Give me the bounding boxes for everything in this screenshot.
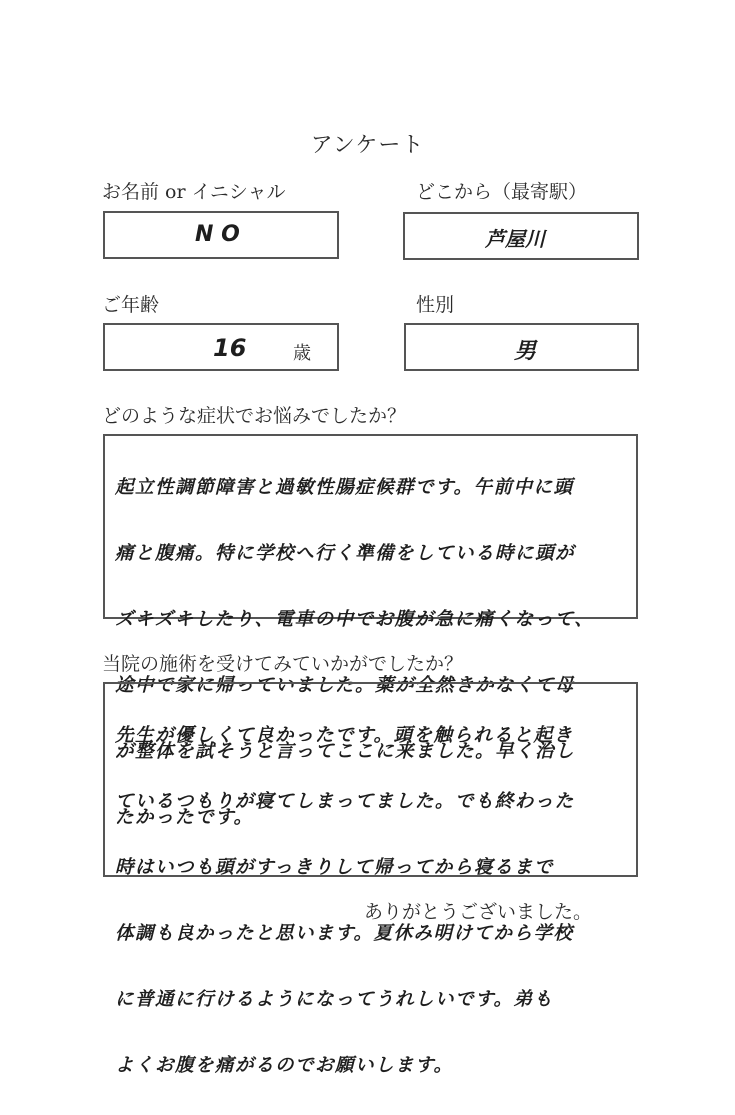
age-suffix: 歳 (293, 343, 311, 364)
survey-title: アンケート (310, 133, 425, 158)
answer-line: 途中で家に帰っていました。薬が全然きかなくて母 (115, 675, 576, 696)
answer-line: 時はいつも頭がすっきりして帰ってから寝るまで (115, 857, 554, 878)
answer-line: 体調も良かったと思います。夏休み明けてから学校 (115, 923, 574, 944)
sex-field[interactable] (404, 323, 639, 371)
station-field[interactable] (403, 212, 639, 260)
answer-line: が整体を試そうと言ってここに来ました。早く治し (115, 741, 576, 762)
answer-line: たかったです。 (115, 807, 254, 828)
age-value: 16 (213, 334, 247, 362)
closing-text: ありがとうございました。 (364, 901, 593, 923)
sex-label: 性別 (416, 294, 455, 316)
name-field[interactable] (103, 211, 339, 259)
age-field[interactable] (103, 323, 339, 371)
station-value: 芦屋川 (485, 227, 545, 251)
answer-line: に普通に行けるようになってうれしいです。弟も (115, 989, 554, 1010)
answer-line: ているつもりが寝てしまってました。でも終わった (115, 791, 575, 812)
answer-line: 痛と腹痛。特に学校へ行く準備をしている時に頭が (115, 543, 576, 564)
answer-line: 先生が優しくて良かったです。頭を触られると起き (115, 725, 574, 746)
name-label: お名前 or イニシャル (102, 181, 286, 203)
station-label: どこから（最寄駅） (416, 181, 588, 203)
age-label: ご年齢 (102, 294, 160, 316)
answer-line: よくお腹を痛がるのでお願いします。 (115, 1055, 454, 1076)
question-1-label: どのような症状でお悩みでしたか？ (102, 405, 407, 427)
question-2-label: 当院の施術を受けてみていかがでしたか？ (102, 653, 464, 675)
answer-line: 起立性調節障害と過敏性腸症候群です。午前中に頭 (115, 477, 574, 498)
answer-line: ズキズキしたり、電車の中でお腹が急に痛くなって、 (115, 609, 595, 630)
sex-value: 男 (514, 339, 537, 364)
name-value: N O (195, 222, 240, 247)
